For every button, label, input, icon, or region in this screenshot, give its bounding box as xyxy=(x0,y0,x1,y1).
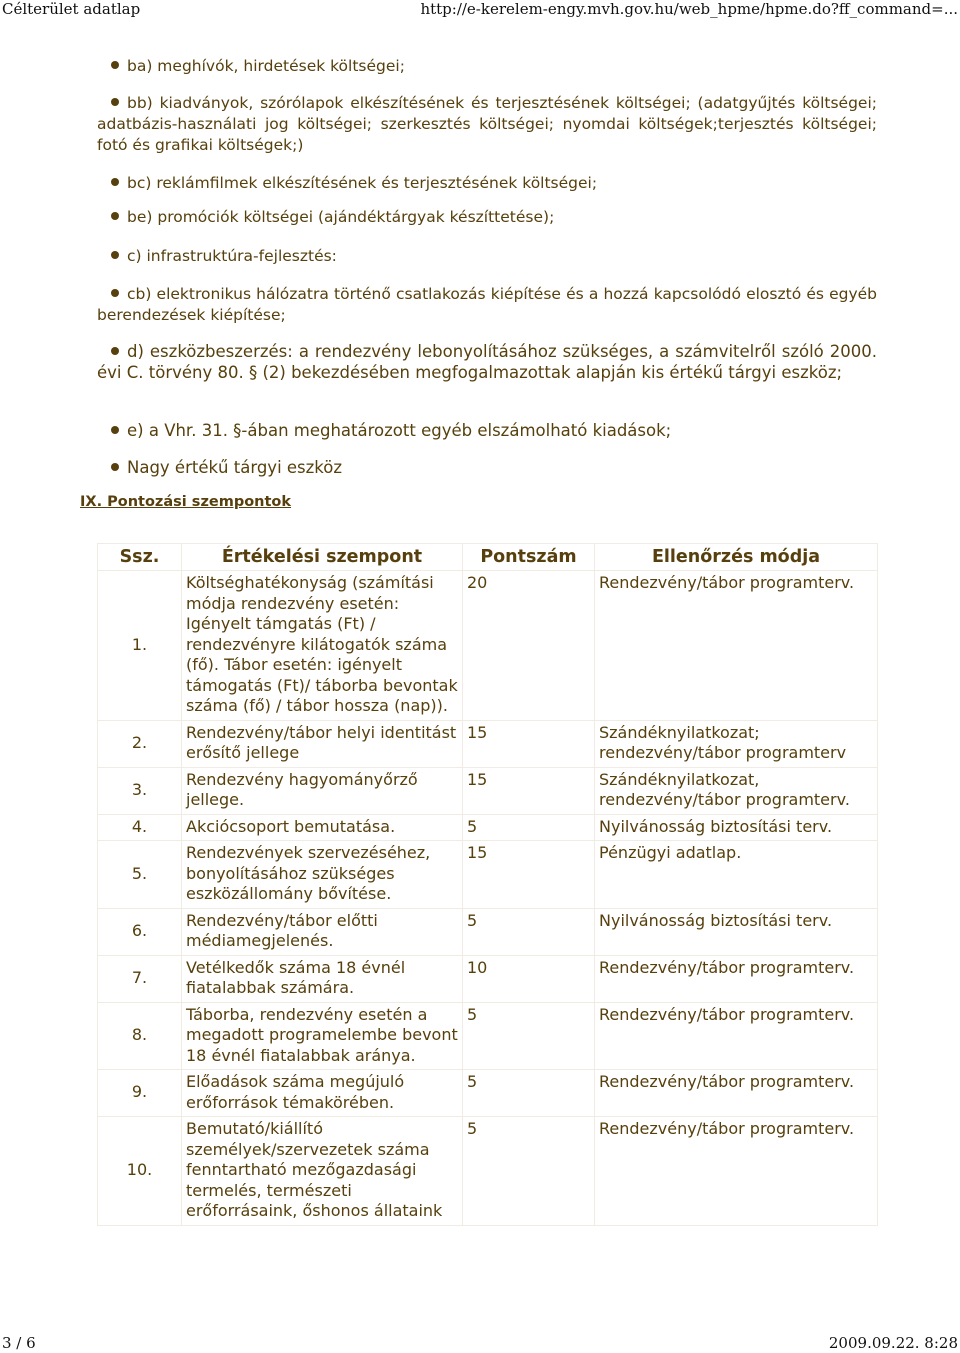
bullet-icon xyxy=(111,178,119,186)
row-criterion: Akciócsoport bemutatása. xyxy=(182,814,463,841)
row-check-method: Pénzügyi adatlap. xyxy=(595,841,878,909)
list-item: cb) elektronikus hálózatra történő csatlakozás kiépítése és a hozzá kapcsolódó elosztó és egyéb berendezések kiépítése; xyxy=(97,285,877,324)
table-row xyxy=(98,841,878,909)
row-check-method: Szándéknyilatkozat; rendezvény/tábor programterv xyxy=(595,720,878,767)
list-item: c) infrastruktúra-fejlesztés: xyxy=(97,246,877,267)
table-row xyxy=(98,571,878,721)
list-item: ba) meghívók, hirdetések költségei; xyxy=(97,56,877,77)
row-criterion: Táborba, rendezvény esetén a megadott programelembe bevont 18 évnél fiatalabbak aránya. xyxy=(182,1002,463,1070)
list-item: e) a Vhr. 31. §-ában meghatározott egyéb elszámolható kiadások; xyxy=(97,420,877,441)
header-title: Célterület adatlap xyxy=(2,0,141,18)
row-number: 4. xyxy=(98,814,182,841)
bullet-icon xyxy=(111,212,119,220)
row-criterion: Rendezvény hagyományőrző jellege. xyxy=(182,767,463,814)
row-check-method: Szándéknyilatkozat, rendezvény/tábor programterv. xyxy=(595,767,878,814)
column-header: Ssz. xyxy=(98,544,182,571)
bullet-icon xyxy=(111,61,119,69)
bullet-icon xyxy=(111,251,119,259)
row-number: 8. xyxy=(98,1002,182,1070)
row-check-method: Nyilvánosság biztosítási terv. xyxy=(595,814,878,841)
row-points: 5 xyxy=(463,814,595,841)
table-row xyxy=(98,720,878,767)
row-check-method: Rendezvény/tábor programterv. xyxy=(595,1002,878,1070)
header-url: http://e-kerelem-engy.mvh.gov.hu/web_hpme/hpme.do?ff_command=... xyxy=(420,0,958,18)
row-check-method: Nyilvánosság biztosítási terv. xyxy=(595,908,878,955)
list-item: bb) kiadványok, szórólapok elkészítésének és terjesztésének költségei; (adatgyűjtés költségei; adatbázis-használati jog költségei; szerkesztés költségei; nyomdai költségek;terjesztés költségei; fotó és grafikai költségek;) xyxy=(97,94,877,154)
row-points: 5 xyxy=(463,908,595,955)
row-number: 1. xyxy=(98,571,182,721)
row-criterion: Vetélkedők száma 18 évnél fiatalabbak számára. xyxy=(182,955,463,1002)
bullet-icon xyxy=(111,289,119,297)
print-timestamp: 2009.09.22. 8:28 xyxy=(828,1334,958,1352)
row-number: 3. xyxy=(98,767,182,814)
column-header: Értékelési szempont xyxy=(182,544,463,571)
row-number: 2. xyxy=(98,720,182,767)
row-points: 5 xyxy=(463,1117,595,1226)
row-check-method: Rendezvény/tábor programterv. xyxy=(595,955,878,1002)
list-item: Nagy értékű tárgyi eszköz xyxy=(97,457,877,478)
row-criterion: Költséghatékonyság (számítási módja rendezvény esetén: Igényelt támgatás (Ft) / rendezvényre kilátogatók száma (fő). Tábor esetén: igényelt támogatás (Ft)/ táborba bevontak száma (fő) / tábor hossza (nap)). xyxy=(182,571,463,721)
row-criterion: Előadások száma megújuló erőforrások témakörében. xyxy=(182,1070,463,1117)
table-header-row xyxy=(98,544,878,571)
row-points: 10 xyxy=(463,955,595,1002)
table-row xyxy=(98,1070,878,1117)
table-row xyxy=(98,955,878,1002)
row-criterion: Rendezvény/tábor előtti médiamegjelenés. xyxy=(182,908,463,955)
row-number: 7. xyxy=(98,955,182,1002)
table-row xyxy=(98,1117,878,1226)
page-number: 3 / 6 xyxy=(2,1334,36,1352)
row-check-method: Rendezvény/tábor programterv. xyxy=(595,571,878,721)
row-points: 15 xyxy=(463,841,595,909)
column-header: Ellenőrzés módja xyxy=(595,544,878,571)
row-number: 10. xyxy=(98,1117,182,1226)
row-check-method: Rendezvény/tábor programterv. xyxy=(595,1117,878,1226)
list-item: bc) reklámfilmek elkészítésének és terjesztésének költségei; xyxy=(97,173,877,194)
row-check-method: Rendezvény/tábor programterv. xyxy=(595,1070,878,1117)
row-number: 6. xyxy=(98,908,182,955)
table-row xyxy=(98,1002,878,1070)
row-number: 9. xyxy=(98,1070,182,1117)
row-criterion: Rendezvény/tábor helyi identitást erősítő jellege xyxy=(182,720,463,767)
row-criterion: Rendezvények szervezéséhez, bonyolításához szükséges eszközállomány bővítése. xyxy=(182,841,463,909)
table-row xyxy=(98,814,878,841)
list-item: be) promóciók költségei (ajándéktárgyak készíttetése); xyxy=(97,207,877,228)
row-criterion: Bemutató/kiállító személyek/szervezetek száma fenntartható mezőgazdasági termelés, természeti erőforrásaink, őshonos állataink xyxy=(182,1117,463,1226)
table-row xyxy=(98,908,878,955)
table-row xyxy=(98,767,878,814)
column-header: Pontszám xyxy=(463,544,595,571)
scoring-table xyxy=(97,543,878,1226)
bullet-icon xyxy=(111,347,119,355)
row-points: 15 xyxy=(463,767,595,814)
row-number: 5. xyxy=(98,841,182,909)
bullet-icon xyxy=(111,463,119,471)
row-points: 5 xyxy=(463,1070,595,1117)
row-points: 20 xyxy=(463,571,595,721)
bullet-icon xyxy=(111,98,119,106)
list-item: d) eszközbeszerzés: a rendezvény lebonyolításához szükséges, a számvitelről szóló 2000. évi C. törvény 80. § (2) bekezdésében megfogalmazottak alapján kis értékű tárgyi eszköz; xyxy=(97,342,877,382)
row-points: 5 xyxy=(463,1002,595,1070)
section-title: IX. Pontozási szempontok xyxy=(80,494,292,510)
bullet-icon xyxy=(111,426,119,434)
row-points: 15 xyxy=(463,720,595,767)
